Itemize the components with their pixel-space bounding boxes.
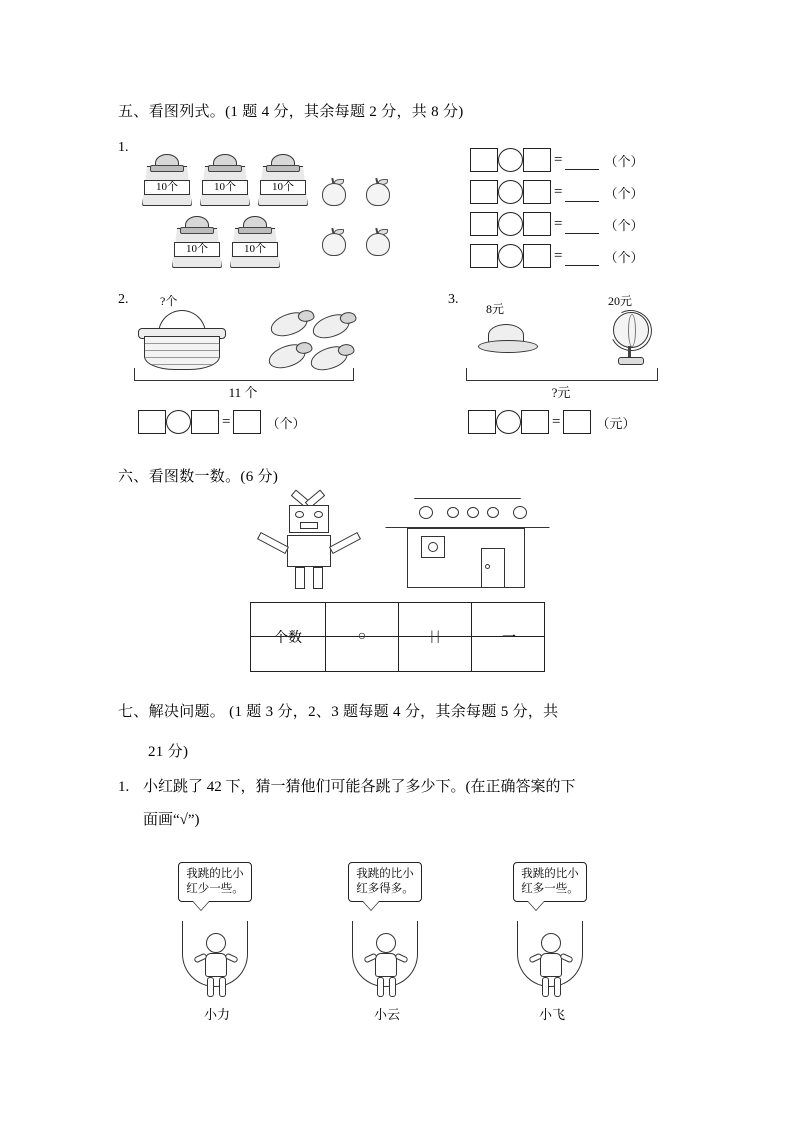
hat-icon <box>478 322 538 356</box>
equation-q3[interactable] <box>468 410 635 436</box>
unit-label: （个） <box>604 185 644 201</box>
section-six-heading: 六、看图数一数。(6 分) <box>118 469 279 485</box>
eggplant-1 <box>270 310 314 336</box>
answer-line[interactable] <box>565 151 599 170</box>
kid-figure-2 <box>350 917 424 1003</box>
answer-box[interactable] <box>523 180 551 204</box>
fruit-3 <box>322 228 344 254</box>
roof-circle-3 <box>467 507 479 518</box>
unit-label: （个） <box>604 249 644 265</box>
kid-torso-3 <box>540 953 562 977</box>
speech-bubble-3: 我跳的比小红多一些。 <box>513 862 587 902</box>
eggplant-3 <box>268 342 312 368</box>
equation-q2[interactable] <box>138 410 305 436</box>
roof-circle-4 <box>487 507 499 518</box>
rect-shape-header: | | <box>430 629 440 644</box>
bag-3 <box>254 150 310 206</box>
table-cell-rect[interactable] <box>399 603 472 671</box>
bag-5 <box>226 212 282 268</box>
kid-figure-1 <box>180 917 254 1003</box>
answer-box[interactable] <box>523 148 551 172</box>
kid-figure-3 <box>515 917 589 1003</box>
equation-row-1[interactable] <box>470 148 643 174</box>
count-table <box>250 602 545 672</box>
bag-label: 10个 <box>174 242 220 257</box>
robot-eye-left <box>295 511 304 518</box>
kid-torso-2 <box>375 953 397 977</box>
house-figure <box>385 498 550 590</box>
answer-box[interactable] <box>563 410 591 434</box>
robot-figure <box>255 495 365 595</box>
kid-head-1 <box>206 933 226 953</box>
question-5-1-number: 1. <box>118 140 129 155</box>
kid-leg-right-1 <box>219 977 226 997</box>
section-seven-heading: 七、解决问题。 (1 题 3 分，2、3 题每题 4 分，其余每题 5 分，共 <box>118 704 559 720</box>
unit-label: （个） <box>604 217 644 233</box>
globe-icon <box>608 312 654 366</box>
bag-4 <box>168 212 224 268</box>
fruit-2 <box>366 178 388 204</box>
kid-leg-right-2 <box>389 977 396 997</box>
speech-bubble-1: 我跳的比小红少一些。 <box>178 862 252 902</box>
kid-torso-1 <box>205 953 227 977</box>
fruit-4 <box>366 228 388 254</box>
fruit-1 <box>322 178 344 204</box>
answer-box[interactable] <box>470 180 498 204</box>
answer-box[interactable] <box>470 148 498 172</box>
answer-line[interactable] <box>565 247 599 266</box>
section-five-heading: 五、看图列式。(1 题 4 分，其余每题 2 分，共 8 分) <box>118 104 464 120</box>
unit-label: （个） <box>266 415 306 431</box>
equation-row-4[interactable] <box>470 244 643 270</box>
equation-row-3[interactable] <box>470 212 643 238</box>
kid-name-3: 小飞 <box>538 1007 565 1022</box>
basket-icon <box>138 320 224 370</box>
globe-price-label: 20元 <box>608 294 633 308</box>
brace-q2 <box>134 368 354 381</box>
answer-box[interactable] <box>191 410 219 434</box>
answer-box[interactable] <box>138 410 166 434</box>
answer-box[interactable] <box>521 410 549 434</box>
kid-name-1: 小力 <box>203 1007 230 1022</box>
question-7-1-line2: 面画“√”) <box>143 812 200 828</box>
line-shape-header: 一 <box>502 631 516 646</box>
operator-circle[interactable] <box>498 244 523 268</box>
bag-label: 10个 <box>232 242 278 257</box>
answer-line[interactable] <box>565 215 599 234</box>
total-label-q2: 11 个 <box>228 385 258 400</box>
equals-sign: = <box>554 151 563 168</box>
robot-body <box>287 535 331 567</box>
brace-q3 <box>466 368 658 381</box>
hat-price-label: 8元 <box>486 302 505 316</box>
unit-label: （元） <box>596 415 636 431</box>
section-seven-heading-line2: 21 分) <box>148 744 189 760</box>
operator-circle[interactable] <box>498 180 523 204</box>
robot-eye-right <box>314 511 323 518</box>
kid-leg-right-3 <box>554 977 561 997</box>
kid-head-2 <box>376 933 396 953</box>
equals-sign: = <box>554 215 563 232</box>
bag-1 <box>138 150 194 206</box>
robot-mouth <box>300 522 318 529</box>
equals-sign: = <box>552 413 561 430</box>
operator-circle[interactable] <box>496 410 521 434</box>
kid-leg-left-1 <box>207 977 214 997</box>
equals-sign: = <box>222 413 231 430</box>
window-circle <box>428 542 438 552</box>
robot-arm-right <box>329 532 361 554</box>
bag-2 <box>196 150 252 206</box>
door-knob <box>485 564 490 569</box>
equals-sign: = <box>554 183 563 200</box>
equation-row-2[interactable] <box>470 180 643 206</box>
answer-box[interactable] <box>523 244 551 268</box>
answer-box[interactable] <box>470 212 498 236</box>
circle-shape-header: ○ <box>357 629 367 644</box>
robot-leg-left <box>295 567 305 589</box>
eggplant-4 <box>310 344 354 370</box>
row-label-text: 个数 <box>274 631 302 646</box>
kid-leg-left-2 <box>377 977 384 997</box>
kid-leg-left-3 <box>542 977 549 997</box>
answer-line[interactable] <box>565 183 599 202</box>
operator-circle[interactable] <box>166 410 191 434</box>
answer-box[interactable] <box>468 410 496 434</box>
table-cell-circle[interactable] <box>326 603 399 671</box>
robot-arm-left <box>257 532 289 554</box>
operator-circle[interactable] <box>498 148 523 172</box>
basket-unknown-label: ?个 <box>160 294 178 308</box>
bag-label: 10个 <box>202 180 248 195</box>
roof-circle-5 <box>513 506 527 519</box>
table-row-label <box>251 603 326 671</box>
roof-circle-1 <box>419 506 433 519</box>
robot-leg-right <box>313 567 323 589</box>
answer-box[interactable] <box>470 244 498 268</box>
answer-box[interactable] <box>233 410 261 434</box>
equals-sign: = <box>554 247 563 264</box>
kid-name-2: 小云 <box>373 1007 400 1022</box>
unit-label: （个） <box>604 153 644 169</box>
operator-circle[interactable] <box>498 212 523 236</box>
bag-label: 10个 <box>144 180 190 195</box>
question-7-1-number: 1. <box>118 779 130 795</box>
roof-circle-2 <box>447 507 459 518</box>
answer-box[interactable] <box>523 212 551 236</box>
total-label-q3: ?元 <box>551 385 571 400</box>
question-5-2-number: 2. <box>118 292 129 307</box>
question-7-1-line1: 小红跳了 42 下，猜一猜他们可能各跳了多少下。(在正确答案的下 <box>143 779 576 795</box>
kid-head-3 <box>541 933 561 953</box>
table-cell-line[interactable] <box>472 603 546 671</box>
question-5-3-number: 3. <box>448 292 459 307</box>
bag-label: 10个 <box>260 180 306 195</box>
eggplant-2 <box>312 312 356 338</box>
speech-bubble-2: 我跳的比小红多得多。 <box>348 862 422 902</box>
